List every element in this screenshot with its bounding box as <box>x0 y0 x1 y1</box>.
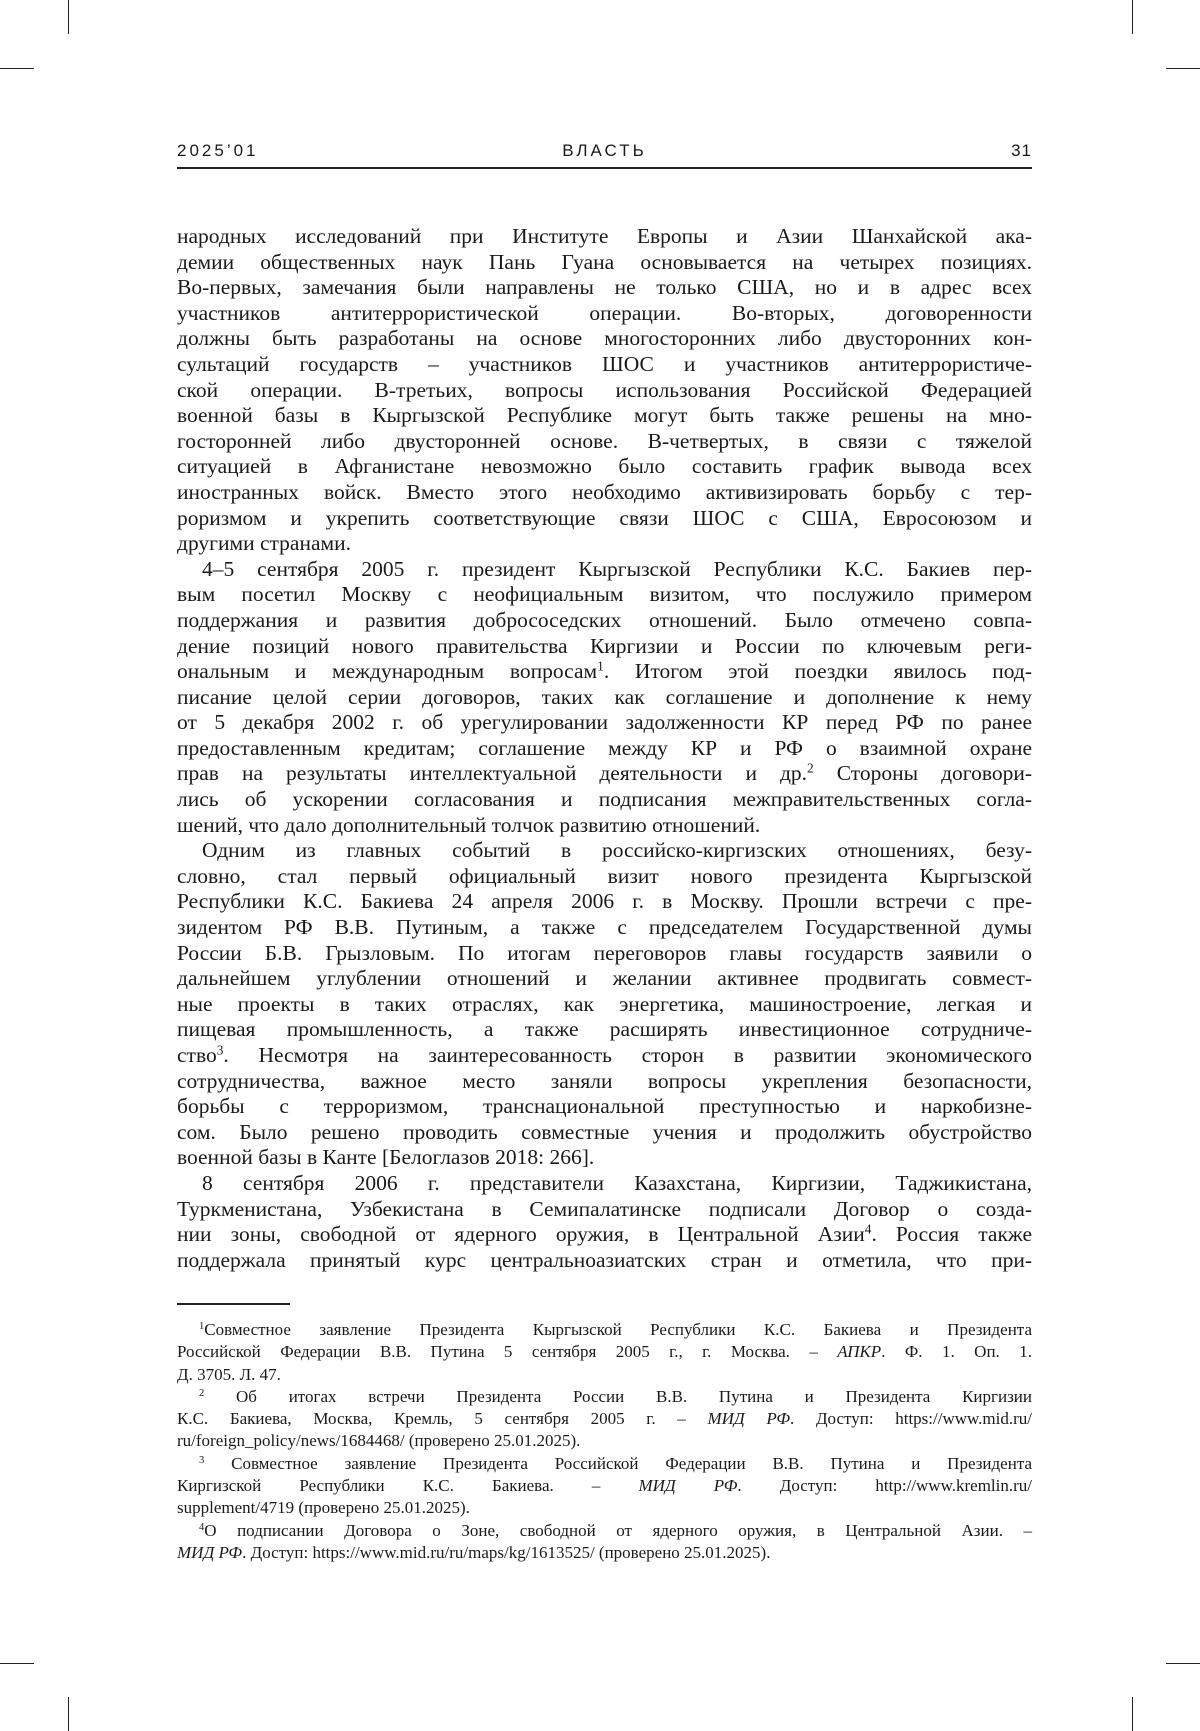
footnote-line: $^3$ Совместное заявление Президента Российской Федерации В.В. Путина и Президента <box>199 1453 1032 1473</box>
paragraph-line: демии общественных наук Пань Гуана основывается на четырех позициях. <box>177 249 1032 274</box>
crop-mark <box>1166 68 1200 69</box>
paragraph-line: роризмом и укрепить соответствующие связи ШОС с США, Евросоюзом и <box>177 505 1032 530</box>
footnote-line: $^1$Совместное заявление Президента Кыргызской Республики К.С. Бакиева и Президента <box>199 1320 1032 1339</box>
paragraph-line: лись об ускорении согласования и подписания межправительственных согла- <box>177 787 1032 812</box>
paragraph-line: сотрудничества, важное место заняли вопросы укрепления безопасности, <box>177 1068 1032 1093</box>
paragraph-line: нии зоны, свободной от ядерного оружия, в Центральной Азии$^4$. Россия также <box>177 1221 1032 1247</box>
paragraph-line: поддержала принятый курс центральноазиатских стран и отметила, что при- <box>177 1247 1032 1272</box>
footnote-line: supplement/4719 (проверено 25.01.2025). <box>177 1498 470 1518</box>
footnote-line: $^4$О подписании Договора о Зоне, свободной от ядерного оружия, в Центральной Азии. – <box>199 1520 1032 1540</box>
paragraph-line: ской операции. В-третьих, вопросы использования Российской Федерацией <box>177 377 1032 402</box>
paragraph-line: Туркменистана, Узбекистана в Семипалатинске подписали Договор о созда- <box>177 1196 1032 1221</box>
crop-mark <box>68 0 69 34</box>
crop-mark <box>1132 0 1133 34</box>
source-name: МИД РФ <box>638 1476 738 1496</box>
paragraph-line: ситуацией в Афганистане невозможно было составить график вывода всех <box>177 454 1032 479</box>
paragraph-line: зидентом РФ В.В. Путиным, а также с председателем Государственной думы <box>177 915 1032 940</box>
paragraph-line: ональным и международным вопросам$^1$. Итогом этой поездки явилось под- <box>177 658 1032 684</box>
footnote-line: Д. 3705. Л. 47. <box>177 1364 281 1384</box>
footnote-ref[interactable]: 2 <box>807 761 814 777</box>
source-name: АПКР <box>837 1342 882 1362</box>
crop-mark <box>68 1697 69 1731</box>
footnote-ref[interactable]: 3 <box>199 1454 205 1466</box>
paragraph-line: госторонней либо двусторонней основе. В-четвертых, в связи с тяжелой <box>177 428 1032 453</box>
journal-title: ВЛАСТЬ <box>562 141 647 160</box>
footnote-line: Российской Федерации В.В. Путина 5 сентября 2005 г., г. Москва. – АПКР. Ф. 1. Оп. 1. <box>177 1342 1032 1362</box>
paragraph-line: от 5 декабря 2002 г. об урегулировании задолженности КР перед РФ по ранее <box>177 710 1032 735</box>
paragraph-line: России Б.В. Грызловым. По итогам переговоров главы государств заявили о <box>177 940 1032 965</box>
paragraph-line: шений, что дало дополнительный толчок развитию отношений. <box>177 812 761 837</box>
paragraph-line: Во-первых, замечания были направлены не только США, но и в адрес всех <box>177 275 1032 300</box>
paragraph-line: пищевая промышленность, а также расширять инвестиционное сотрудниче- <box>177 1017 1032 1042</box>
crop-mark <box>1166 1663 1200 1664</box>
paragraph-line: словно, стал первый официальный визит нового президента Кыргызской <box>177 863 1032 888</box>
paragraph-line: участников антитеррористической операции. Во-вторых, договоренности <box>177 300 1032 325</box>
header-rule <box>177 167 1032 169</box>
paragraph-line: иностранных войск. Вместо этого необходимо активизировать борьбу с тер- <box>177 479 1032 504</box>
footnote-separator <box>177 1303 290 1305</box>
footnote-line: Киргизской Республики К.С. Бакиева. – МИД РФ. Доступ: http://www.kremlin.ru/ <box>177 1476 1032 1496</box>
paragraph-line: поддержания и развития добрососедских отношений. Было отмечено совпа- <box>177 607 1032 632</box>
issue-number: 2025’01 <box>177 141 259 160</box>
running-header <box>177 138 1032 164</box>
paragraph-line: другими странами. <box>177 531 351 556</box>
crop-mark <box>1132 1697 1133 1731</box>
paragraph-line: писание целой серии договоров, таких как соглашение и дополнение к нему <box>177 684 1032 709</box>
footnote-ref[interactable]: 4 <box>864 1221 872 1237</box>
paragraph-line: Одним из главных событий в российско-киргизских отношениях, безу- <box>202 838 1032 863</box>
paragraph-line: 4–5 сентября 2005 г. президент Кыргызской Республики К.С. Бакиев пер- <box>202 556 1032 581</box>
paragraph-line: сультаций государств – участников ШОС и участников антитеррористиче- <box>177 351 1032 376</box>
footnotes <box>177 1319 1032 1564</box>
source-name: МИД РФ <box>707 1409 791 1429</box>
paragraph-line: борьбы с терроризмом, транснациональной преступностью и наркобизне- <box>177 1094 1032 1119</box>
paragraph-line: прав на результаты интеллектуальной деятельности и др.$^2$ Стороны договори- <box>177 761 1032 786</box>
paragraph-line: вым посетил Москву с неофициальным визитом, что послужило примером <box>177 582 1032 607</box>
footnote-ref[interactable]: 2 <box>199 1388 205 1400</box>
paragraph-line: дальнейшем углублении отношений и желании активнее продвигать совмест- <box>177 966 1032 991</box>
footnote-ref[interactable]: 4 <box>199 1521 205 1533</box>
page-number: 31 <box>1011 141 1032 160</box>
footnote-ref[interactable]: 1 <box>597 658 604 674</box>
paragraph-line: ство$^3$. Несмотря на заинтересованность сторон в развитии экономического <box>177 1042 1032 1067</box>
paragraph-line: военной базы в Кыргызской Республике могут быть также решены на мно- <box>177 403 1032 428</box>
paragraph-line: 8 сентября 2006 г. представители Казахстана, Киргизии, Таджикистана, <box>202 1170 1032 1195</box>
paragraph-line: ные проекты в таких отраслях, как энергетика, машиностроение, легкая и <box>177 991 1032 1016</box>
crop-mark <box>0 68 34 69</box>
article-body <box>177 224 1032 1273</box>
paragraph-line: военной базы в Канте [Белоглазов 2018: 266]. <box>177 1145 595 1170</box>
paragraph-line: дение позиций нового правительства Киргизии и России по ключевым реги- <box>177 633 1032 658</box>
footnote-ref[interactable]: 1 <box>199 1321 205 1333</box>
paragraph-line: народных исследований при Институте Европы и Азии Шанхайской ака- <box>177 224 1032 248</box>
footnote-line: ru/foreign_policy/news/1684468/ (проверено 25.01.2025). <box>177 1431 581 1451</box>
footnote-line: К.С. Бакиева, Москва, Кремль, 5 сентября 2005 г. – МИД РФ. Доступ: https://www.mid.ru/ <box>177 1409 1033 1429</box>
footnote-line: МИД РФ. Доступ: https://www.mid.ru/ru/maps/kg/1613525/ (проверено 25.01.2025). <box>177 1542 771 1562</box>
paragraph-line: предоставленным кредитам; соглашение между КР и РФ о взаимной охране <box>177 735 1032 760</box>
paragraph-line: сом. Было решено проводить совместные учения и продолжить обустройство <box>177 1119 1032 1144</box>
footnote-ref[interactable]: 3 <box>216 1042 224 1058</box>
paragraph-line: должны быть разработаны на основе многосторонних либо двусторонних кон- <box>177 326 1032 351</box>
footnote-line: $^2$ Об итогах встречи Президента России В.В. Путина и Президента Киргизии <box>199 1386 1032 1406</box>
source-name: МИД РФ <box>177 1542 243 1562</box>
paragraph-line: Республики К.С. Бакиева 24 апреля 2006 г. в Москву. Прошли встречи с пре- <box>177 889 1032 914</box>
crop-mark <box>0 1663 34 1664</box>
